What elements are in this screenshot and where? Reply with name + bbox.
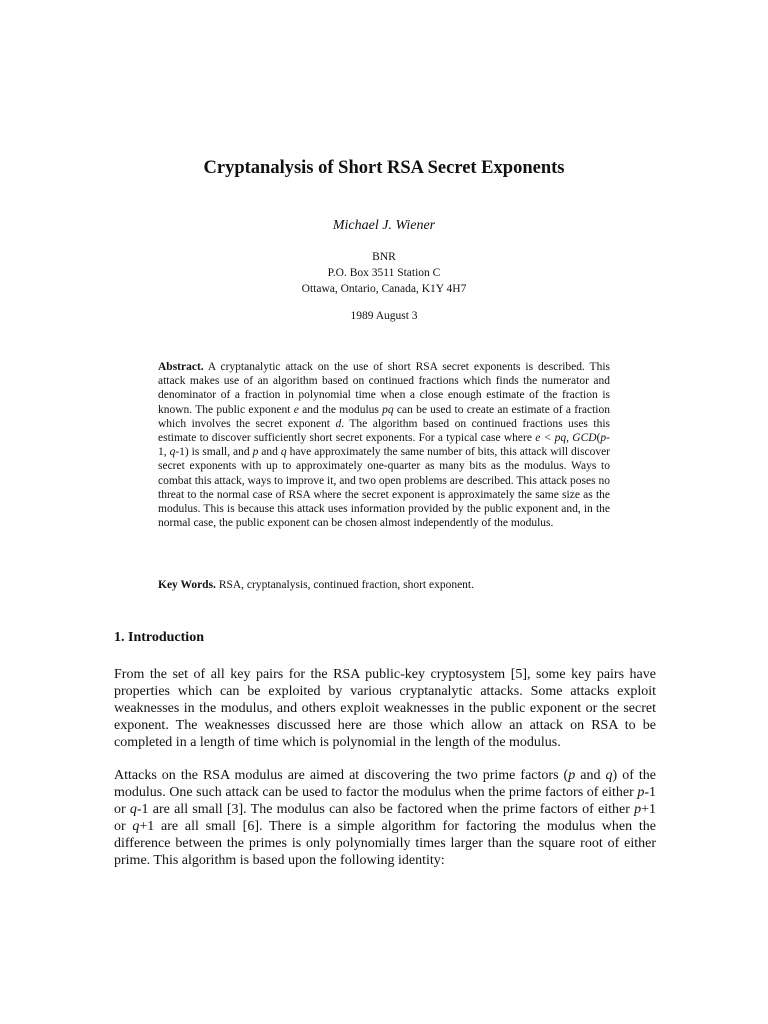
author-name: Michael J. Wiener bbox=[332, 218, 436, 233]
abstract-text: -1, bbox=[158, 432, 610, 459]
section-heading-introduction: 1. Introduction bbox=[114, 630, 204, 645]
abstract-var-p: p bbox=[600, 432, 607, 445]
abstract-condition: e < pq bbox=[535, 432, 567, 445]
abstract-text: can be used to create an estimate of a fraction which involves the secret exponent bbox=[158, 403, 610, 430]
paragraph-text: +1 are all small [6]. There is a simple algorithm for factoring the modulus when the difference between the primes is only polynomially times larger than the square root of either prime. This algorithm is based upon the following identity: bbox=[114, 819, 656, 869]
keywords-label: Key Words. bbox=[158, 579, 216, 591]
abstract-var-p: p bbox=[252, 446, 259, 459]
abstract-text: , bbox=[566, 432, 573, 445]
var-p: p bbox=[568, 768, 576, 783]
abstract bbox=[158, 360, 610, 530]
abstract-text: A cryptanalytic attack on the use of short RSA secret exponents is described. This attack makes use of an algorithm based on continued fractions which finds the numerator and denominator of a fraction in polynomial time when a close enough estimate of the fraction is known. The public exponent bbox=[158, 361, 610, 416]
var-q: q bbox=[605, 768, 613, 783]
abstract-text: ( bbox=[596, 432, 601, 445]
keywords bbox=[158, 579, 610, 591]
paragraph-text: -1 or bbox=[114, 785, 656, 818]
abstract-text: -1) is small, and bbox=[175, 446, 253, 459]
affiliation-address-line-1: P.O. Box 3511 Station C bbox=[327, 267, 441, 279]
var-q: q bbox=[132, 819, 140, 835]
abstract-text: . The algorithm based on continued fractions uses this estimate to discover sufficiently short secret exponents. For a typical case where bbox=[158, 417, 610, 445]
abstract-text: and the modulus bbox=[298, 403, 383, 416]
intro-paragraph-2 bbox=[114, 767, 656, 870]
abstract-label: Abstract. bbox=[158, 361, 204, 373]
author-affiliation bbox=[0, 249, 768, 297]
abstract-var-q: q bbox=[169, 446, 176, 459]
paragraph-text: -1 are all small [3]. The modulus can also be factored when the prime factors of either bbox=[136, 802, 635, 818]
var-q: q bbox=[129, 802, 137, 818]
keywords-text: RSA, cryptanalysis, continued fraction, short exponent. bbox=[215, 579, 474, 591]
var-p: p bbox=[637, 785, 645, 801]
abstract-var-q: q bbox=[280, 446, 287, 459]
paragraph-text: and bbox=[575, 768, 606, 783]
paragraph-text: ) of the modulus. One such attack can be used to factor the modulus when the prime factors of either bbox=[114, 768, 656, 801]
var-p: p bbox=[634, 802, 642, 818]
paragraph-text: +1 or bbox=[114, 802, 656, 835]
paper-date: 1989 August 3 bbox=[350, 310, 418, 322]
abstract-text: and bbox=[258, 446, 281, 459]
abstract-var-pq: pq bbox=[382, 403, 394, 416]
abstract-var-d: d bbox=[335, 417, 342, 430]
affiliation-org: BNR bbox=[372, 251, 396, 263]
intro-paragraph-1: From the set of all key pairs for the RSA public-key cryptosystem [5], some key pairs have properties which can be exploited by various cryptanalytic attacks. Some attacks exploit weaknesses in the modulus, and others exploit weaknesses in the public exponent or the secret exponent. The weaknesses discussed here are those which allow an attack on RSA to be completed in a length of time which is polynomial in the length of the modulus. bbox=[114, 667, 656, 751]
affiliation-address-line-2: Ottawa, Ontario, Canada, K1Y 4H7 bbox=[301, 283, 467, 295]
paper-title: Cryptanalysis of Short RSA Secret Exponents bbox=[203, 158, 565, 178]
paragraph-text: Attacks on the RSA modulus are aimed at discovering the two prime factors ( bbox=[114, 768, 569, 783]
abstract-var-e: e bbox=[293, 403, 299, 416]
abstract-gcd: GCD bbox=[572, 432, 597, 445]
abstract-text: have approximately the same number of bits, this attack will discover secret exponents with up to approximately one-quarter as many bits as the modulus. Ways to combat this attack, ways to improve it, and two open problems are described. This attack poses no threat to the normal case of RSA where the secret exponent is approximately the same size as the modulus. This is because this attack uses information provided by the public exponent and, in the normal case, the public exponent can be chosen almost independently of the modulus. bbox=[158, 446, 610, 530]
